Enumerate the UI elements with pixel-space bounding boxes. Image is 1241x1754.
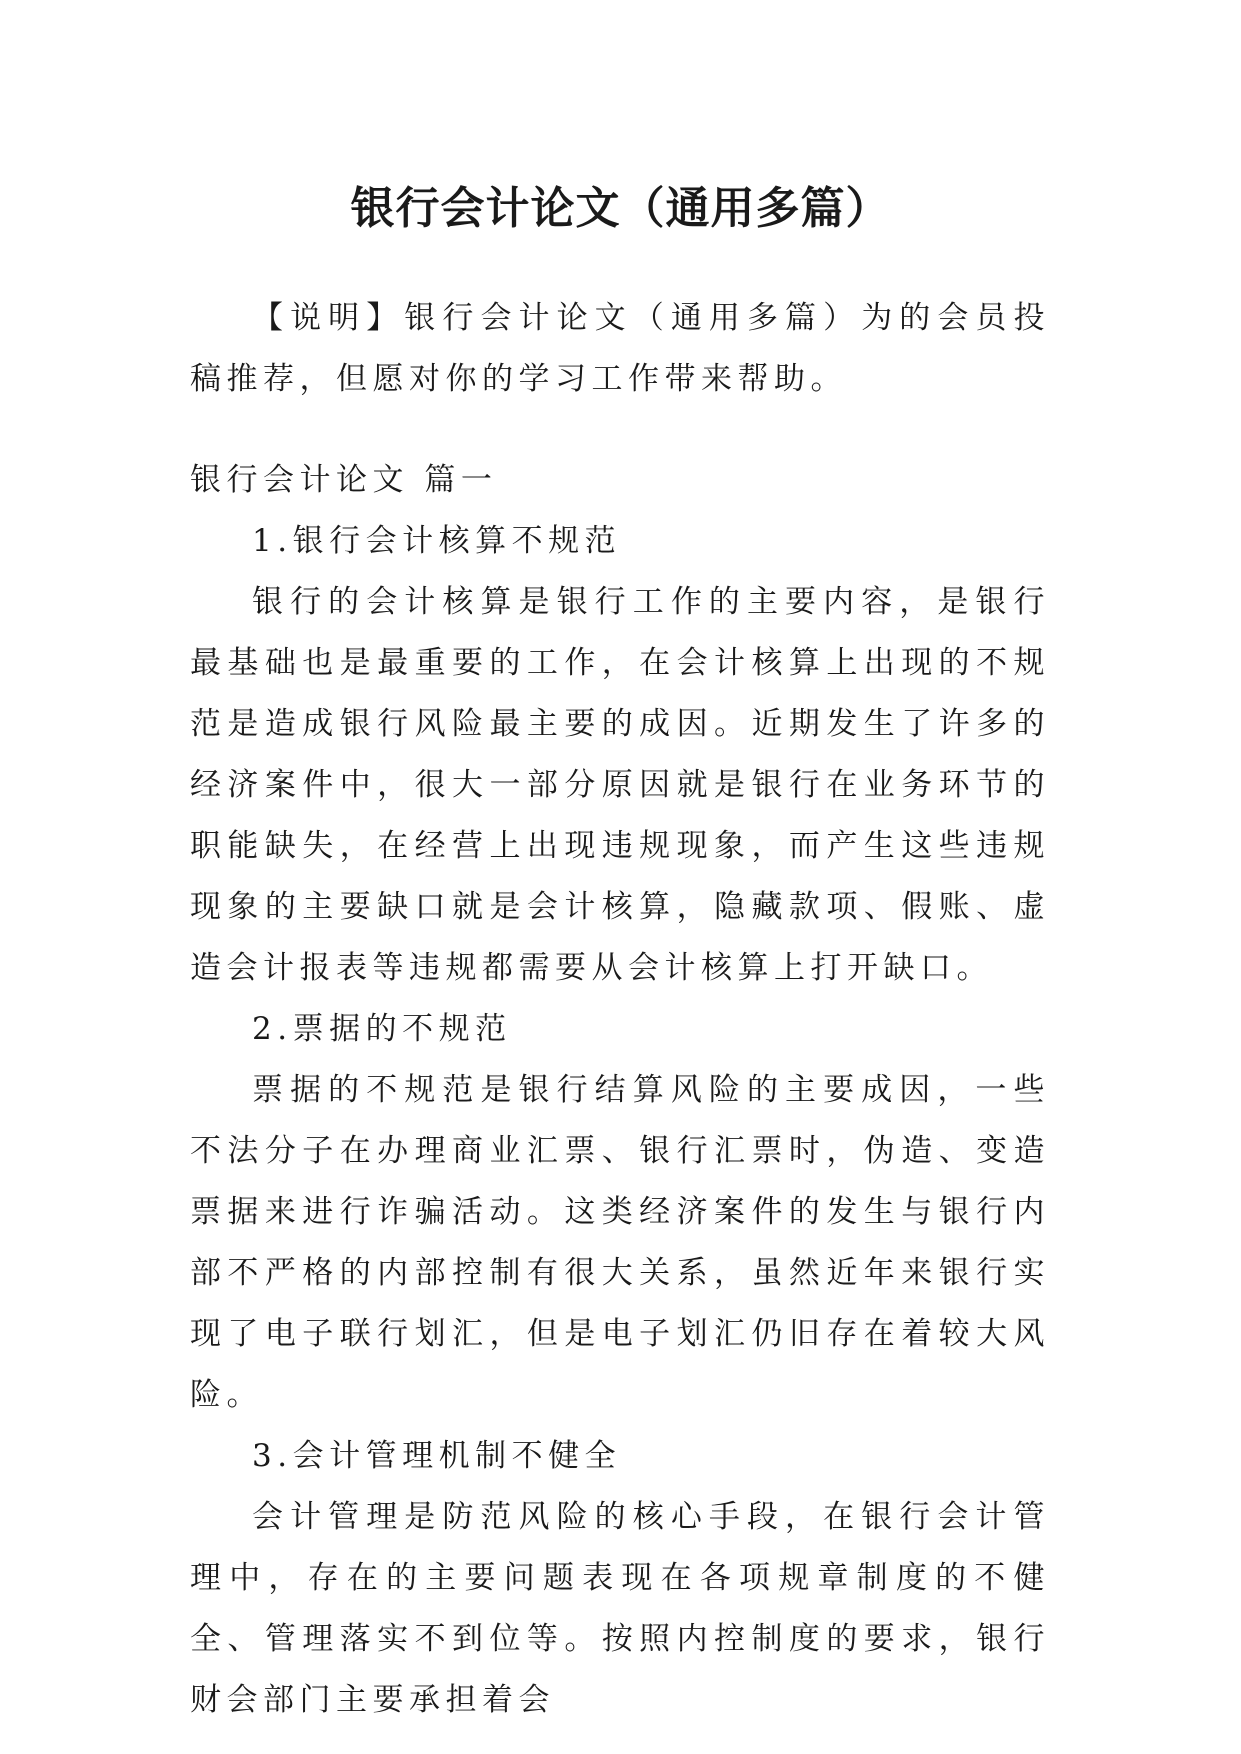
section-gap xyxy=(190,410,1050,450)
item-body-3: 会计管理是防范风险的核心手段，在银行会计管理中，存在的主要问题表现在各项规章制度的不健全、管理落实不到位等。按照内控制度的要求，银行财会部门主要承担着会 xyxy=(190,1499,1050,1718)
document-title: 银行会计论文（通用多篇） xyxy=(350,183,891,235)
document-body xyxy=(190,288,1050,1731)
item-heading-3: 3.会计管理机制不健全 xyxy=(252,1438,622,1474)
item-body-2: 票据的不规范是银行结算风险的主要成因，一些不法分子在办理商业汇票、银行汇票时，伪造、变造票据来进行诈骗活动。这类经济案件的发生与银行内部不严格的内部控制有很大关系，虽然近年来银行实现了电子联行划汇，但是电子划汇仍旧存在着较大风险。 xyxy=(190,1072,1050,1413)
item-heading-1: 1.银行会计核算不规范 xyxy=(252,523,622,559)
section-heading: 银行会计论文 篇一 xyxy=(190,462,498,498)
item-body-1: 银行的会计核算是银行工作的主要内容，是银行最基础也是最重要的工作，在会计核算上出现的不规范是造成银行风险最主要的成因。近期发生了许多的经济案件中，很大一部分原因就是银行在业务环节的职能缺失，在经营上出现违规现象，而产生这些违规现象的主要缺口就是会计核算，隐藏款项、假账、虚造会计报表等违规都需要从会计核算上打开缺口。 xyxy=(190,584,1050,986)
item-heading-2: 2.票据的不规范 xyxy=(252,1011,512,1047)
intro-paragraph: 【说明】银行会计论文（通用多篇）为的会员投稿推荐，但愿对你的学习工作带来帮助。 xyxy=(190,300,1050,397)
